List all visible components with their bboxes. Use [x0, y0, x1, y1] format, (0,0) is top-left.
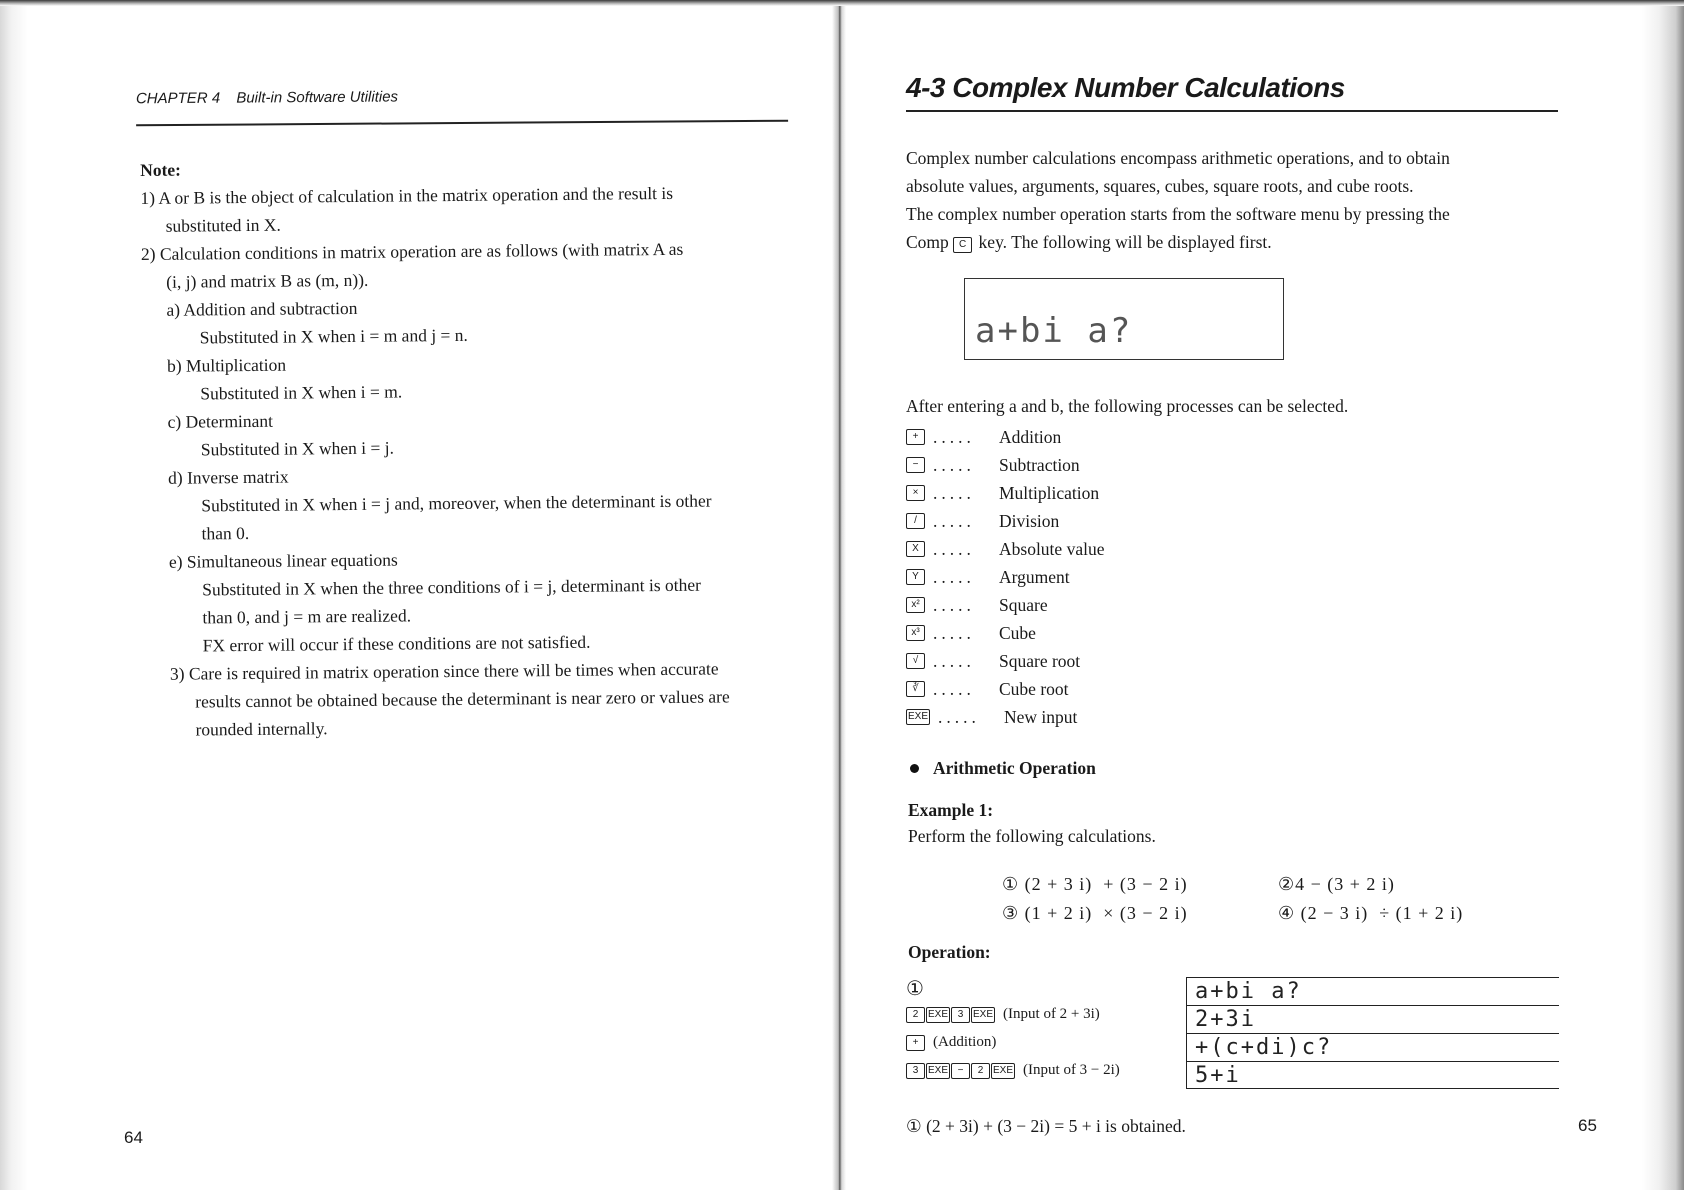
process-key-icon: ∛ [906, 681, 925, 697]
notes-block [140, 150, 806, 744]
process-row [906, 563, 1406, 591]
condition-e-heading: e) Simultaneous linear equations [168, 549, 398, 572]
process-dots: ..... [933, 510, 975, 531]
process-row [906, 619, 1406, 647]
section-title: 4-3 Complex Number Calculations [906, 72, 1558, 112]
intro-line-4-rest: key. The following will be displayed first. [978, 232, 1272, 252]
left-page [0, 0, 838, 1190]
note-title: Note: [140, 159, 182, 180]
process-dots: ..... [933, 566, 975, 587]
page-number-left: 64 [124, 1128, 143, 1147]
condition-b-heading: b) Multiplication [166, 354, 287, 376]
process-label: Subtraction [999, 454, 1080, 475]
operation-title: Operation: [908, 942, 991, 962]
chapter-header [136, 86, 788, 127]
condition-d-body-1: Substituted in X when i = j and, moreover, when the determinant is other [201, 490, 712, 516]
lcd-screen [964, 278, 1284, 360]
key-icon: EXE [971, 1007, 995, 1023]
note-1-line-2: substituted in X. [165, 214, 281, 236]
intro-line-1: Complex number calculations encompass arithmetic operations, and to obtain [906, 148, 1450, 168]
display-row: 2+3i [1187, 1005, 1559, 1033]
process-row [906, 507, 1406, 535]
condition-c-heading: c) Determinant [167, 410, 274, 432]
note-3-line-2: results cannot be obtained because the determinant is near zero or values are [195, 686, 730, 712]
process-key-icon: x² [906, 597, 925, 613]
process-row [906, 451, 1406, 479]
calculation-1: ① (2 + 3 i) + (3 − 2 i) [1002, 874, 1188, 894]
calculation-3: ③ (1 + 2 i) × (3 − 2 i) [1002, 903, 1188, 923]
page-edge-left [0, 0, 28, 1190]
process-label: Argument [999, 566, 1070, 587]
result-text: ① (2 + 3i) + (3 − 2i) = 5 + i is obtained. [906, 1116, 1186, 1136]
operation-step-row [906, 1062, 1120, 1079]
bullet-icon [910, 764, 919, 773]
process-intro: After entering a and b, the following processes can be selected. [906, 396, 1349, 416]
process-label: New input [1004, 706, 1078, 727]
process-key-icon: √ [906, 653, 925, 669]
note-2-line-1: 2) Calculation conditions in matrix operation are as follows (with matrix A as [140, 238, 684, 264]
process-list [906, 423, 1406, 731]
key-sequence [906, 1007, 995, 1023]
operation-note: (Addition) [933, 1034, 997, 1050]
process-row [906, 479, 1406, 507]
process-label: Addition [999, 426, 1062, 447]
key-icon: EXE [991, 1063, 1015, 1079]
comp-label: Comp [906, 232, 949, 252]
note-2-line-2: (i, j) and matrix B as (m, n)). [166, 269, 369, 292]
condition-e-body-2: than 0, and j = m are realized. [202, 605, 412, 628]
operation-step-marker: ① [906, 978, 924, 1000]
process-key-icon: + [906, 429, 925, 445]
process-key-icon: x³ [906, 625, 925, 641]
key-icon: 3 [951, 1007, 970, 1023]
process-key-icon: − [906, 457, 925, 473]
process-label: Absolute value [999, 538, 1105, 559]
process-dots: ..... [933, 426, 975, 447]
process-row [906, 535, 1406, 563]
process-dots: ..... [933, 482, 975, 503]
condition-a-heading: a) Addition and subtraction [166, 297, 358, 320]
process-key-icon: / [906, 513, 925, 529]
process-label: Square [999, 594, 1048, 615]
arithmetic-heading [906, 758, 1096, 779]
key-icon: 2 [906, 1007, 925, 1023]
note-3-line-1: 3) Care is required in matrix operation since there will be times when accurate [169, 658, 719, 684]
display-row: +(c+di)c? [1187, 1033, 1559, 1061]
operation-note: (Input of 3 − 2i) [1023, 1062, 1120, 1078]
calculation-2: ②4 − (3 + 2 i) [1278, 874, 1395, 894]
example-title: Example 1: [908, 800, 994, 820]
process-dots: ..... [933, 650, 975, 671]
arithmetic-heading-text: Arithmetic Operation [933, 758, 1096, 778]
process-row [906, 647, 1406, 675]
display-row: 5+i [1187, 1061, 1559, 1089]
process-key-icon: EXE [906, 709, 930, 725]
process-dots: ..... [933, 538, 975, 559]
condition-d-heading: d) Inverse matrix [167, 466, 289, 488]
process-dots: ..... [938, 706, 980, 727]
intro-line-2: absolute values, arguments, squares, cubes, square roots, and cube roots. [906, 176, 1414, 196]
process-dots: ..... [933, 594, 975, 615]
example-text: Perform the following calculations. [908, 826, 1156, 846]
intro-line-3: The complex number operation starts from the software menu by pressing the [906, 204, 1450, 224]
page-number-right: 65 [1578, 1116, 1597, 1135]
key-icon: EXE [926, 1063, 950, 1079]
condition-c-body: Substituted in X when i = j. [200, 437, 395, 460]
lcd-text: a+bi a? [975, 311, 1133, 351]
condition-e-body-3: FX error will occur if these conditions are not satisfied. [202, 631, 591, 656]
key-icon: + [906, 1035, 925, 1051]
condition-a-body: Substituted in X when i = m and j = n. [199, 324, 468, 348]
process-key-icon: Y [906, 569, 925, 585]
process-label: Cube [999, 622, 1036, 643]
note-3-line-3: rounded internally. [195, 718, 328, 740]
process-key-icon: X [906, 541, 925, 557]
process-dots: ..... [933, 454, 975, 475]
note-1-line-1: 1) A or B is the object of calculation in the matrix operation and the result is [140, 182, 674, 208]
process-key-icon: × [906, 485, 925, 501]
display-sequence [1186, 977, 1559, 1089]
page-edge-right [1642, 0, 1684, 1190]
condition-b-body: Substituted in X when i = m. [200, 381, 403, 404]
condition-e-body-1: Substituted in X when the three conditions of i = j, determinant is other [202, 574, 702, 600]
book-spine [832, 0, 846, 1190]
process-row [906, 423, 1406, 451]
key-sequence [906, 1063, 1015, 1079]
display-row: a+bi a? [1187, 977, 1559, 1005]
key-sequence [906, 1035, 925, 1051]
calculation-4: ④ (2 − 3 i) ÷ (1 + 2 i) [1278, 903, 1464, 923]
condition-d-body-2: than 0. [201, 522, 250, 544]
chapter-title: Built-in Software Utilities [236, 88, 399, 107]
chapter-label: CHAPTER 4 [135, 89, 221, 108]
process-row [906, 703, 1406, 731]
comp-key-icon: C [953, 237, 972, 253]
process-label: Division [999, 510, 1060, 531]
process-row [906, 591, 1406, 619]
process-label: Multiplication [999, 482, 1100, 503]
key-icon: 2 [971, 1063, 990, 1079]
top-shadow [0, 0, 1684, 6]
operation-note: (Input of 2 + 3i) [1003, 1006, 1100, 1022]
intro-line-4 [906, 228, 1556, 256]
process-row [906, 675, 1406, 703]
process-label: Cube root [999, 678, 1069, 699]
process-label: Square root [999, 650, 1081, 671]
operation-step-row [906, 1034, 996, 1051]
intro-paragraph [906, 144, 1556, 256]
process-dots: ..... [933, 622, 975, 643]
process-dots: ..... [933, 678, 975, 699]
key-icon: − [951, 1063, 970, 1079]
operation-step-row [906, 1006, 1100, 1023]
key-icon: 3 [906, 1063, 925, 1079]
key-icon: EXE [926, 1007, 950, 1023]
